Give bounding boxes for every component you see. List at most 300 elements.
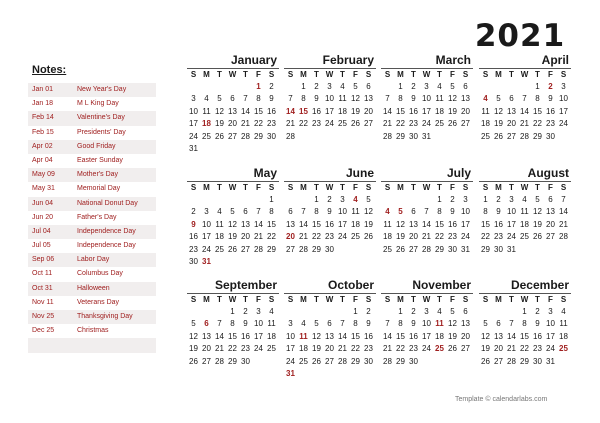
note-row bbox=[28, 83, 156, 97]
weekday-label: T bbox=[340, 183, 345, 192]
weekday-label: T bbox=[437, 183, 442, 192]
day-cell: 24 bbox=[546, 344, 555, 354]
day-cell: 17 bbox=[507, 219, 516, 229]
day-cell: 22 bbox=[267, 232, 276, 242]
day-cell: 1 bbox=[522, 307, 527, 316]
day-cell: 16 bbox=[312, 106, 321, 116]
day-cell: 21 bbox=[559, 219, 568, 229]
day-grid bbox=[381, 306, 472, 368]
note-name: Independence Day bbox=[77, 227, 136, 235]
weekday-label: T bbox=[314, 70, 319, 79]
note-row bbox=[28, 296, 156, 310]
day-cell: 17 bbox=[325, 106, 334, 116]
day-cell: 25 bbox=[202, 131, 211, 141]
day-cell: 4 bbox=[353, 195, 358, 204]
day-cell: 15 bbox=[254, 106, 263, 116]
day-cell: 12 bbox=[533, 207, 542, 217]
day-cell: 3 bbox=[548, 307, 553, 316]
day-cell: 23 bbox=[312, 119, 321, 129]
day-cell: 3 bbox=[340, 195, 345, 204]
day-cell: 26 bbox=[364, 232, 373, 242]
day-blank bbox=[394, 194, 407, 206]
month-june bbox=[284, 166, 376, 256]
weekday-label: T bbox=[243, 295, 248, 304]
note-name: Labor Day bbox=[77, 256, 110, 264]
day-cell: 4 bbox=[522, 195, 527, 204]
day-cell: 31 bbox=[422, 131, 431, 141]
weekday-label: T bbox=[535, 183, 540, 192]
day-cell: 12 bbox=[189, 331, 198, 341]
day-cell: 6 bbox=[243, 207, 248, 217]
note-name bbox=[77, 338, 156, 352]
day-cell: 2 bbox=[314, 82, 319, 91]
day-cell: 13 bbox=[364, 94, 373, 104]
day-cell: 14 bbox=[286, 106, 295, 116]
note-name: Memorial Day bbox=[77, 185, 121, 193]
day-cell: 18 bbox=[435, 106, 444, 116]
note-date: Apr 02 bbox=[32, 142, 53, 150]
month-name: December bbox=[510, 278, 569, 292]
note-date: Dec 25 bbox=[32, 327, 55, 335]
day-cell: 6 bbox=[204, 319, 209, 329]
day-cell: 28 bbox=[383, 131, 392, 141]
note-name: Halloween bbox=[77, 284, 110, 292]
note-name: Good Friday bbox=[77, 142, 116, 150]
day-cell: 25 bbox=[435, 119, 444, 129]
weekday-label: M bbox=[203, 70, 210, 79]
note-name bbox=[77, 353, 156, 367]
day-cell: 19 bbox=[533, 219, 542, 229]
note-name: Veterans Day bbox=[77, 298, 120, 306]
note-row bbox=[28, 338, 156, 352]
day-cell: 17 bbox=[422, 106, 431, 116]
day-cell: 10 bbox=[546, 319, 555, 329]
day-cell: 7 bbox=[509, 319, 514, 329]
weekday-label: T bbox=[314, 183, 319, 192]
note-date: May 09 bbox=[32, 171, 55, 179]
day-blank bbox=[187, 194, 200, 206]
weekday-label: S bbox=[462, 183, 469, 192]
day-cell: 13 bbox=[228, 106, 237, 116]
day-cell: 3 bbox=[288, 319, 293, 329]
note-name: Columbus Day bbox=[77, 270, 123, 278]
day-cell: 17 bbox=[422, 331, 431, 341]
weekday-label: S bbox=[268, 70, 275, 79]
day-cell: 16 bbox=[448, 219, 457, 229]
day-cell: 19 bbox=[351, 106, 360, 116]
note-row bbox=[28, 225, 156, 239]
day-cell: 12 bbox=[351, 94, 360, 104]
day-cell: 27 bbox=[202, 356, 211, 366]
day-cell: 2 bbox=[327, 195, 332, 204]
day-cell: 26 bbox=[533, 232, 542, 242]
weekday-label: S bbox=[365, 183, 372, 192]
day-cell: 22 bbox=[435, 232, 444, 242]
day-cell: 28 bbox=[241, 131, 250, 141]
day-cell: 6 bbox=[463, 82, 468, 91]
day-cell: 23 bbox=[189, 244, 198, 254]
day-blank bbox=[381, 306, 394, 318]
day-cell: 15 bbox=[312, 219, 321, 229]
day-cell: 27 bbox=[409, 244, 418, 254]
day-cell: 14 bbox=[254, 219, 263, 229]
day-cell: 10 bbox=[254, 319, 263, 329]
weekday-label: S bbox=[365, 295, 372, 304]
day-cell: 9 bbox=[314, 94, 319, 104]
note-date bbox=[28, 338, 77, 352]
weekday-label: T bbox=[217, 183, 222, 192]
day-cell: 23 bbox=[409, 119, 418, 129]
day-cell: 14 bbox=[507, 331, 516, 341]
day-cell: 30 bbox=[494, 244, 503, 254]
day-blank bbox=[479, 306, 492, 318]
day-cell: 20 bbox=[286, 232, 295, 242]
month-july bbox=[381, 166, 473, 256]
weekday-label: T bbox=[340, 70, 345, 79]
day-cell: 2 bbox=[411, 307, 416, 316]
day-blank bbox=[226, 81, 239, 93]
day-cell: 16 bbox=[409, 106, 418, 116]
day-cell: 31 bbox=[507, 244, 516, 254]
note-date: May 31 bbox=[32, 185, 55, 193]
day-cell: 5 bbox=[314, 319, 319, 329]
month-name: March bbox=[435, 53, 471, 67]
weekday-label: S bbox=[462, 70, 469, 79]
day-cell: 20 bbox=[546, 219, 555, 229]
day-cell: 17 bbox=[461, 219, 470, 229]
day-cell: 4 bbox=[340, 82, 345, 91]
day-cell: 12 bbox=[364, 207, 373, 217]
day-cell: 28 bbox=[338, 356, 347, 366]
day-cell: 6 bbox=[288, 207, 293, 217]
note-name: Thanksgiving Day bbox=[77, 313, 133, 320]
day-cell: 26 bbox=[215, 131, 224, 141]
day-grid bbox=[479, 306, 570, 368]
day-cell: 22 bbox=[312, 232, 321, 242]
day-cell: 26 bbox=[448, 119, 457, 129]
day-cell: 31 bbox=[546, 356, 555, 366]
day-cell: 7 bbox=[243, 94, 248, 104]
day-cell: 29 bbox=[351, 356, 360, 366]
day-cell: 3 bbox=[463, 195, 468, 204]
day-cell: 16 bbox=[325, 219, 334, 229]
day-cell: 28 bbox=[299, 244, 308, 254]
day-cell: 10 bbox=[422, 94, 431, 104]
weekday-label: T bbox=[411, 70, 416, 79]
day-cell: 16 bbox=[533, 331, 542, 341]
day-cell: 13 bbox=[325, 331, 334, 341]
day-cell: 21 bbox=[383, 344, 392, 354]
weekday-header bbox=[187, 293, 279, 306]
note-row bbox=[28, 197, 156, 211]
day-cell: 1 bbox=[437, 195, 442, 204]
day-cell: 7 bbox=[385, 319, 390, 329]
weekday-label: M bbox=[300, 183, 307, 192]
day-cell: 3 bbox=[191, 94, 196, 104]
notes-list bbox=[28, 83, 156, 367]
note-row bbox=[28, 324, 156, 338]
weekday-header bbox=[187, 68, 279, 81]
weekday-label: W bbox=[325, 183, 334, 192]
day-cell: 7 bbox=[256, 207, 261, 217]
day-cell: 23 bbox=[409, 344, 418, 354]
day-blank bbox=[200, 81, 213, 93]
weekday-header bbox=[284, 181, 376, 194]
weekday-header bbox=[381, 181, 473, 194]
weekday-label: F bbox=[548, 183, 553, 192]
day-cell: 7 bbox=[217, 319, 222, 329]
day-cell: 15 bbox=[299, 106, 308, 116]
day-cell: 6 bbox=[509, 94, 514, 104]
year-title: 2021 bbox=[474, 18, 566, 54]
day-cell: 22 bbox=[481, 232, 490, 242]
day-cell: 30 bbox=[409, 131, 418, 141]
weekday-label: F bbox=[353, 295, 358, 304]
day-cell: 21 bbox=[254, 232, 263, 242]
day-cell: 28 bbox=[383, 356, 392, 366]
day-cell: 27 bbox=[228, 131, 237, 141]
day-cell: 19 bbox=[228, 232, 237, 242]
day-cell: 19 bbox=[312, 344, 321, 354]
day-cell: 7 bbox=[301, 207, 306, 217]
day-cell: 14 bbox=[241, 106, 250, 116]
day-cell: 6 bbox=[327, 319, 332, 329]
day-cell: 4 bbox=[437, 307, 442, 316]
day-cell: 2 bbox=[548, 82, 553, 91]
day-cell: 1 bbox=[535, 82, 540, 91]
day-cell: 20 bbox=[228, 119, 237, 129]
day-cell: 24 bbox=[325, 119, 334, 129]
day-cell: 23 bbox=[325, 232, 334, 242]
day-cell: 23 bbox=[448, 232, 457, 242]
day-cell: 14 bbox=[299, 219, 308, 229]
weekday-label: W bbox=[520, 295, 529, 304]
day-cell: 18 bbox=[299, 344, 308, 354]
weekday-header bbox=[284, 293, 376, 306]
day-blank bbox=[381, 194, 394, 206]
day-cell: 29 bbox=[254, 131, 263, 141]
weekday-label: S bbox=[268, 183, 275, 192]
day-cell: 13 bbox=[409, 219, 418, 229]
day-blank bbox=[505, 81, 518, 93]
weekday-label: W bbox=[228, 295, 237, 304]
day-cell: 26 bbox=[189, 356, 198, 366]
day-cell: 13 bbox=[461, 319, 470, 329]
weekday-label: M bbox=[203, 295, 210, 304]
weekday-label: F bbox=[256, 183, 261, 192]
day-cell: 10 bbox=[507, 207, 516, 217]
day-blank bbox=[239, 194, 252, 206]
day-cell: 29 bbox=[533, 131, 542, 141]
day-cell: 22 bbox=[520, 344, 529, 354]
day-cell: 17 bbox=[286, 344, 295, 354]
day-cell: 9 bbox=[548, 94, 553, 104]
day-cell: 9 bbox=[366, 319, 371, 329]
day-cell: 1 bbox=[353, 307, 358, 316]
day-cell: 18 bbox=[481, 119, 490, 129]
note-date: Jul 05 bbox=[32, 242, 51, 250]
day-cell: 15 bbox=[533, 106, 542, 116]
day-cell: 8 bbox=[522, 319, 527, 329]
day-cell: 27 bbox=[461, 119, 470, 129]
day-cell: 4 bbox=[561, 307, 566, 316]
day-cell: 10 bbox=[189, 106, 198, 116]
weekday-label: T bbox=[243, 183, 248, 192]
month-april bbox=[479, 53, 571, 143]
weekday-label: T bbox=[437, 70, 442, 79]
day-cell: 17 bbox=[546, 331, 555, 341]
weekday-label: T bbox=[509, 183, 514, 192]
day-cell: 23 bbox=[267, 119, 276, 129]
day-blank bbox=[284, 81, 297, 93]
day-cell: 4 bbox=[217, 207, 222, 217]
day-cell: 12 bbox=[396, 219, 405, 229]
day-cell: 1 bbox=[314, 195, 319, 204]
weekday-header bbox=[187, 181, 279, 194]
day-cell: 18 bbox=[267, 331, 276, 341]
day-cell: 9 bbox=[243, 319, 248, 329]
footer-credit: Template © calendarlabs.com bbox=[455, 396, 548, 403]
day-cell: 10 bbox=[338, 207, 347, 217]
weekday-label: T bbox=[411, 295, 416, 304]
note-name: Easter Sunday bbox=[77, 156, 123, 164]
note-date: Jul 04 bbox=[32, 227, 51, 235]
day-cell: 14 bbox=[383, 106, 392, 116]
day-cell: 18 bbox=[351, 219, 360, 229]
day-cell: 12 bbox=[494, 106, 503, 116]
day-cell: 31 bbox=[202, 256, 211, 266]
day-cell: 27 bbox=[364, 119, 373, 129]
day-cell: 20 bbox=[364, 106, 373, 116]
month-august bbox=[479, 166, 571, 256]
note-name: M L King Day bbox=[77, 100, 119, 108]
day-cell: 14 bbox=[559, 207, 568, 217]
day-cell: 24 bbox=[559, 119, 568, 129]
day-blank bbox=[200, 194, 213, 206]
day-cell: 1 bbox=[230, 307, 235, 316]
day-cell: 20 bbox=[325, 344, 334, 354]
day-cell: 16 bbox=[364, 331, 373, 341]
day-cell: 28 bbox=[215, 356, 224, 366]
day-grid bbox=[479, 194, 570, 256]
day-cell: 8 bbox=[398, 94, 403, 104]
day-cell: 19 bbox=[448, 106, 457, 116]
weekday-label: F bbox=[353, 183, 358, 192]
weekday-label: W bbox=[422, 183, 431, 192]
month-name: February bbox=[322, 53, 374, 67]
day-cell: 20 bbox=[409, 232, 418, 242]
note-name: Valentine's Day bbox=[77, 114, 125, 122]
day-cell: 29 bbox=[435, 244, 444, 254]
day-cell: 1 bbox=[256, 82, 261, 91]
day-cell: 10 bbox=[202, 219, 211, 229]
day-cell: 17 bbox=[189, 119, 198, 129]
note-row bbox=[28, 140, 156, 154]
day-cell: 30 bbox=[546, 131, 555, 141]
note-name: National Donut Day bbox=[77, 199, 138, 207]
day-blank bbox=[200, 306, 213, 318]
day-cell: 18 bbox=[559, 331, 568, 341]
day-cell: 26 bbox=[494, 131, 503, 141]
day-cell: 4 bbox=[437, 82, 442, 91]
day-cell: 19 bbox=[448, 331, 457, 341]
day-cell: 3 bbox=[561, 82, 566, 91]
weekday-label: F bbox=[548, 70, 553, 79]
weekday-label: T bbox=[217, 70, 222, 79]
weekday-label: T bbox=[340, 295, 345, 304]
month-january bbox=[187, 53, 279, 155]
day-blank bbox=[284, 306, 297, 318]
note-name: Christmas bbox=[77, 327, 109, 335]
day-cell: 5 bbox=[535, 195, 540, 204]
month-november bbox=[381, 278, 473, 368]
day-grid bbox=[187, 81, 278, 155]
day-cell: 19 bbox=[215, 119, 224, 129]
day-grid bbox=[479, 81, 570, 143]
day-blank bbox=[381, 81, 394, 93]
day-cell: 23 bbox=[241, 344, 250, 354]
day-blank bbox=[518, 81, 531, 93]
note-date: Nov 11 bbox=[32, 298, 54, 306]
weekday-label: S bbox=[482, 70, 489, 79]
day-cell: 3 bbox=[327, 82, 332, 91]
day-cell: 30 bbox=[325, 244, 334, 254]
day-cell: 8 bbox=[314, 207, 319, 217]
day-cell: 8 bbox=[256, 94, 261, 104]
day-cell: 13 bbox=[507, 106, 516, 116]
day-cell: 25 bbox=[351, 232, 360, 242]
day-cell: 3 bbox=[424, 307, 429, 316]
day-cell: 6 bbox=[496, 319, 501, 329]
weekday-label: M bbox=[397, 183, 404, 192]
note-row bbox=[28, 267, 156, 281]
day-cell: 26 bbox=[448, 344, 457, 354]
day-cell: 16 bbox=[494, 219, 503, 229]
day-cell: 25 bbox=[481, 131, 490, 141]
day-cell: 30 bbox=[533, 356, 542, 366]
note-row bbox=[28, 239, 156, 253]
day-cell: 28 bbox=[520, 131, 529, 141]
day-cell: 22 bbox=[351, 344, 360, 354]
day-cell: 31 bbox=[286, 368, 295, 378]
day-cell: 1 bbox=[301, 82, 306, 91]
day-cell: 27 bbox=[507, 131, 516, 141]
day-cell: 13 bbox=[241, 219, 250, 229]
month-february bbox=[284, 53, 376, 143]
day-cell: 15 bbox=[267, 219, 276, 229]
day-cell: 21 bbox=[520, 119, 529, 129]
weekday-label: S bbox=[384, 295, 391, 304]
weekday-label: M bbox=[203, 183, 210, 192]
day-cell: 5 bbox=[496, 94, 501, 104]
day-cell: 1 bbox=[483, 195, 488, 204]
day-blank bbox=[336, 306, 349, 318]
day-cell: 11 bbox=[338, 94, 347, 104]
day-cell: 8 bbox=[353, 319, 358, 329]
weekday-label: M bbox=[300, 70, 307, 79]
day-cell: 2 bbox=[243, 307, 248, 316]
weekday-label: W bbox=[520, 183, 529, 192]
day-cell: 4 bbox=[483, 94, 488, 104]
weekday-label: W bbox=[228, 70, 237, 79]
day-cell: 2 bbox=[366, 307, 371, 316]
weekday-label: W bbox=[325, 295, 334, 304]
day-blank bbox=[239, 81, 252, 93]
day-cell: 18 bbox=[435, 331, 444, 341]
day-grid bbox=[381, 194, 472, 256]
day-cell: 22 bbox=[228, 344, 237, 354]
day-cell: 8 bbox=[230, 319, 235, 329]
